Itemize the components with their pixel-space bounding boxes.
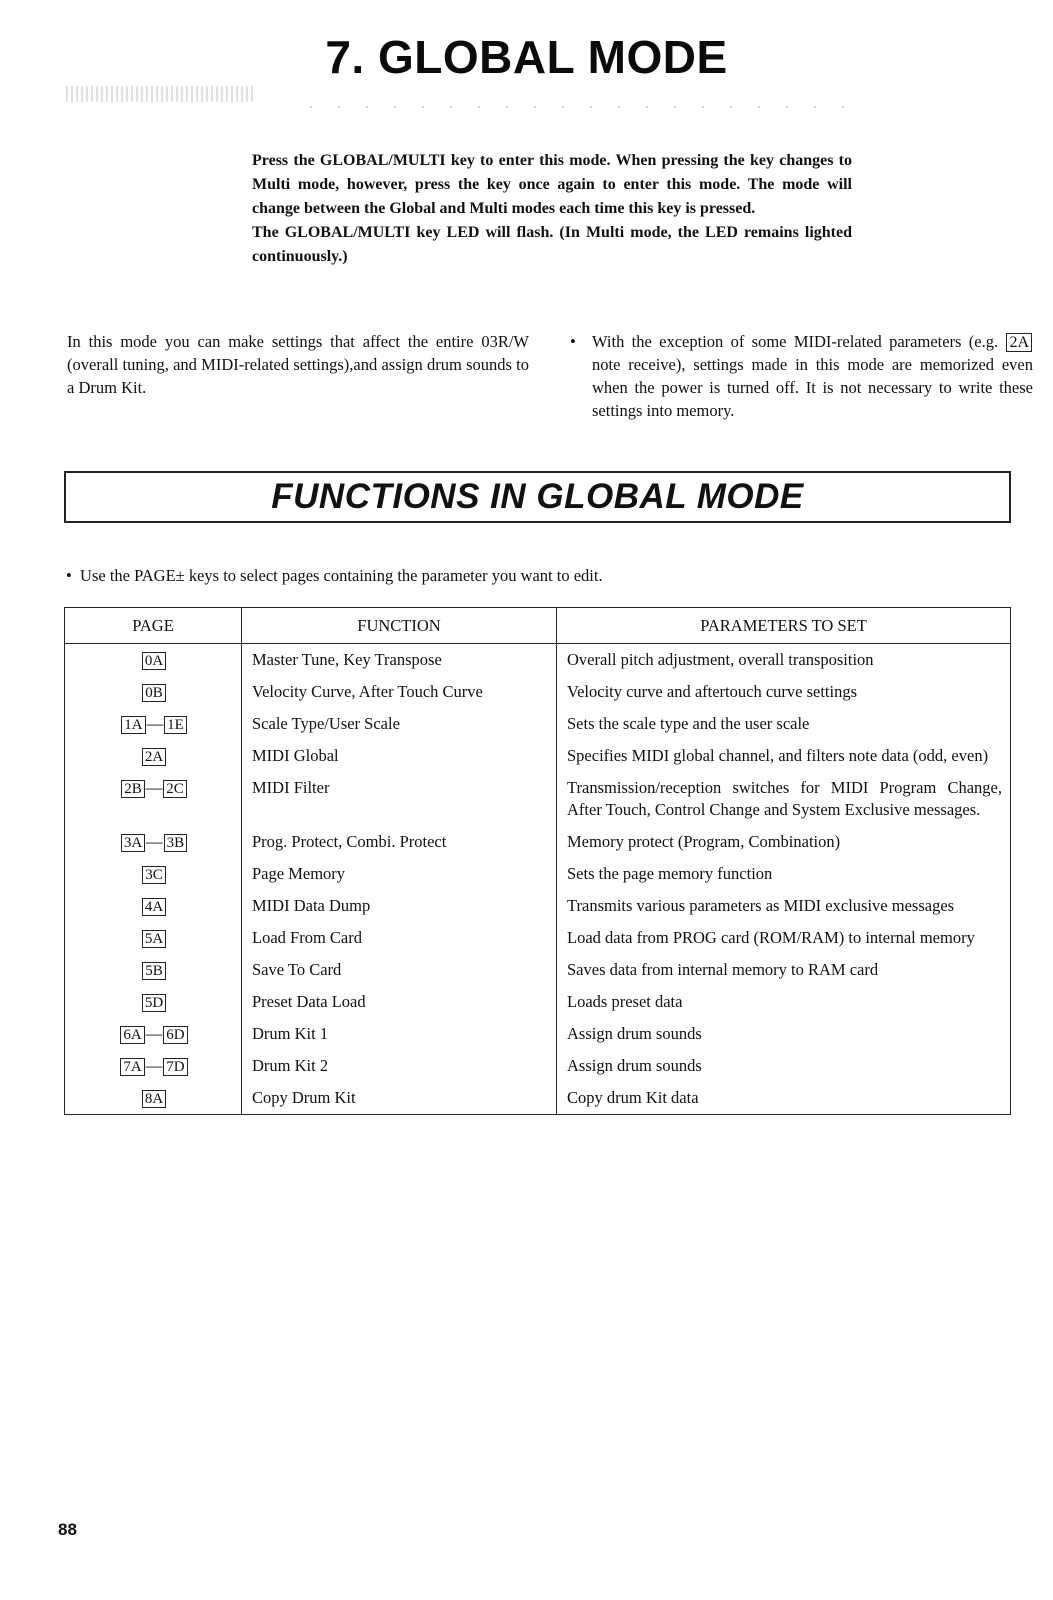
parameters-cell: Memory protect (Program, Combination) (567, 832, 841, 851)
page-cell (65, 858, 242, 890)
page-cell (65, 954, 242, 986)
page-cell (65, 676, 242, 708)
range-dash: — (146, 714, 164, 733)
parameters-cell: Loads preset data (567, 992, 683, 1011)
page-cell (65, 1050, 242, 1082)
header-page: PAGE (65, 608, 242, 644)
range-dash: — (145, 1056, 163, 1075)
table-row (65, 986, 1011, 1018)
page-cell (65, 1018, 242, 1050)
intro-paragraph-1: Press the GLOBAL/MULTI key to enter this mode. When pressing the key changes to Multi mode, however, press the key once again to enter this mode. The mode will change between the Global and Multi modes each time this key is pressed. (252, 152, 852, 217)
function-cell: Drum Kit 2 (242, 1050, 557, 1082)
page-key-end: 3B (164, 834, 188, 852)
table-row (65, 1018, 1011, 1050)
page-key-start: 4A (142, 898, 166, 916)
page-key-start: 2B (121, 780, 145, 798)
parameters-cell: Overall pitch adjustment, overall transposition (567, 650, 874, 669)
table-header-row (65, 608, 1011, 644)
range-dash: — (145, 1024, 163, 1043)
page-number: 88 (58, 1520, 77, 1539)
function-cell: Page Memory (242, 858, 557, 890)
parameters-cell: Saves data from internal memory to RAM card (567, 960, 879, 979)
table-row (65, 858, 1011, 890)
range-dash: — (145, 778, 163, 797)
chapter-title: 7. GLOBAL MODE (325, 31, 728, 83)
parameters-cell: Transmits various parameters as MIDI exclusive messages (567, 896, 955, 915)
scan-dots (310, 106, 870, 108)
table-row (65, 826, 1011, 858)
table-row (65, 1050, 1011, 1082)
header-function: FUNCTION (242, 608, 557, 644)
key-2a: 2A (1006, 333, 1032, 352)
page-cell (65, 826, 242, 858)
header-parameters: PARAMETERS TO SET (557, 608, 1011, 644)
table-row (65, 676, 1011, 708)
parameters-cell: Copy drum Kit data (567, 1088, 699, 1107)
page-cell (65, 740, 242, 772)
page-cell (65, 644, 242, 677)
parameters-cell: Transmission/reception switches for MIDI Program Change, After Touch, Control Change and System Exclusive messages. (567, 778, 1002, 819)
page-key-start: 3C (142, 866, 166, 884)
table-row (65, 890, 1011, 922)
page-note-text: Use the PAGE± keys to select pages containing the parameter you want to edit. (80, 566, 603, 585)
function-cell: Velocity Curve, After Touch Curve (242, 676, 557, 708)
range-dash: — (146, 832, 163, 851)
bullet-mark: • (570, 332, 576, 351)
page-key-end: 1E (164, 716, 187, 734)
page-key-start: 0B (142, 684, 166, 702)
page-key-end: 6D (163, 1026, 187, 1044)
right-column-bullet (570, 330, 1033, 422)
functions-table-wrap (64, 607, 1011, 1115)
parameters-cell: Load data from PROG card (ROM/RAM) to internal memory (567, 928, 975, 947)
function-cell: MIDI Filter (242, 772, 557, 826)
page-key-end: 7D (163, 1058, 187, 1076)
function-cell: Copy Drum Kit (242, 1082, 557, 1115)
page-key-start: 1A (121, 716, 145, 734)
page-key-start: 0A (142, 652, 166, 670)
page-key-end: 2C (163, 780, 187, 798)
page-cell (65, 890, 242, 922)
page-key-start: 6A (120, 1026, 144, 1044)
page-key-start: 5A (142, 930, 166, 948)
section-title: FUNCTIONS IN GLOBAL MODE (271, 477, 804, 516)
table-row (65, 708, 1011, 740)
function-cell: Scale Type/User Scale (242, 708, 557, 740)
page-cell (65, 772, 242, 826)
right-text-end: note receive), settings made in this mode are memorized even when the power is turned off. It is not necessary to write these settings into memory. (592, 355, 1033, 420)
page-key-start: 3A (121, 834, 145, 852)
page-key-start: 8A (142, 1090, 166, 1108)
intro-block (252, 149, 852, 269)
function-cell: Preset Data Load (242, 986, 557, 1018)
table-row (65, 922, 1011, 954)
function-cell: MIDI Data Dump (242, 890, 557, 922)
right-text-start: With the exception of some MIDI-related parameters (e.g. (592, 332, 999, 351)
table-row (65, 740, 1011, 772)
function-cell: Master Tune, Key Transpose (242, 644, 557, 677)
page-key-start: 5B (142, 962, 166, 980)
page-cell (65, 708, 242, 740)
page-note (66, 566, 603, 586)
function-cell: Drum Kit 1 (242, 1018, 557, 1050)
function-cell: Save To Card (242, 954, 557, 986)
parameters-cell: Sets the page memory function (567, 864, 773, 883)
page-cell (65, 986, 242, 1018)
function-cell: Load From Card (242, 922, 557, 954)
page-key-start: 5D (142, 994, 166, 1012)
bullet-mark: • (66, 566, 72, 585)
scan-smudge (66, 86, 256, 102)
function-cell: MIDI Global (242, 740, 557, 772)
page-key-start: 7A (120, 1058, 144, 1076)
page-key-start: 2A (142, 748, 166, 766)
table-row (65, 1082, 1011, 1115)
function-cell: Prog. Protect, Combi. Protect (242, 826, 557, 858)
table-row (65, 772, 1011, 826)
table-row (65, 644, 1011, 677)
table-row (65, 954, 1011, 986)
parameters-cell: Specifies MIDI global channel, and filters note data (odd, even) (567, 746, 989, 765)
page-cell (65, 1082, 242, 1115)
parameters-cell: Assign drum sounds (567, 1024, 702, 1043)
parameters-cell: Velocity curve and aftertouch curve settings (567, 682, 858, 701)
intro-paragraph-2: The GLOBAL/MULTI key LED will flash. (In Multi mode, the LED remains lighted continuously.) (252, 224, 852, 265)
parameters-cell: Assign drum sounds (567, 1056, 702, 1075)
page-cell (65, 922, 242, 954)
functions-table (64, 607, 1011, 1115)
left-column-text: In this mode you can make settings that affect the entire 03R/W (overall tuning, and MIDI-related settings),and assign drum sounds to a Drum Kit. (67, 332, 529, 397)
parameters-cell: Sets the scale type and the user scale (567, 714, 810, 733)
